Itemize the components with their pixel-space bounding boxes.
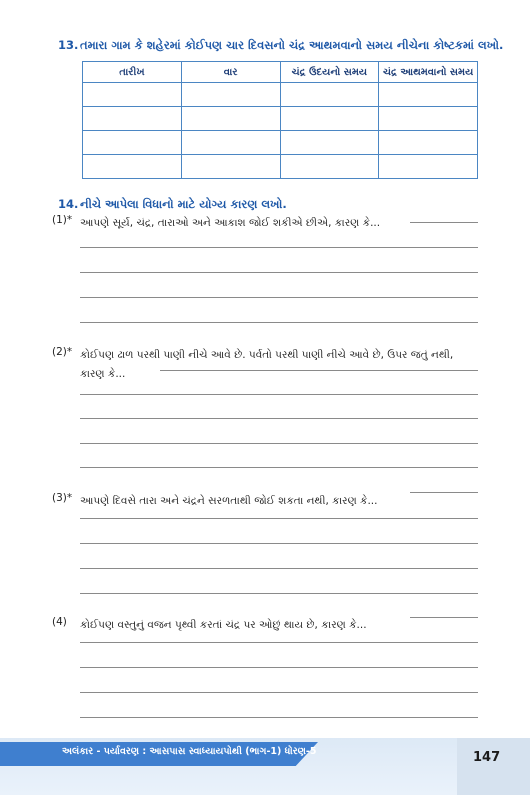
table-cell[interactable] — [379, 83, 478, 107]
table-cell[interactable] — [379, 155, 478, 179]
answer-line[interactable] — [160, 370, 478, 371]
answer-line[interactable] — [80, 717, 478, 718]
answer-line[interactable] — [80, 667, 478, 668]
answer-line[interactable] — [410, 222, 478, 223]
question-text: નીચે આપેલા વિધાનો માટે યોગ્ય કારણ લખો. — [80, 197, 287, 211]
question-number: 13. — [58, 38, 79, 52]
table-row — [83, 107, 478, 131]
table-cell[interactable] — [280, 83, 379, 107]
answer-line[interactable] — [80, 692, 478, 693]
answer-line[interactable] — [80, 418, 478, 419]
answer-line[interactable] — [80, 518, 478, 519]
answer-line[interactable] — [80, 297, 478, 298]
answer-line[interactable] — [410, 492, 478, 493]
answer-line[interactable] — [80, 642, 478, 643]
table-cell[interactable] — [83, 131, 182, 155]
answer-line[interactable] — [80, 394, 478, 395]
footer-book-title: અલંકાર - પર્યાવરણ : આસપાસ સ્વાધ્યાયપોથી (ભાગ-1) ધોરણ-5 — [62, 746, 317, 757]
item-text: આપણે દિવસે તારા અને ચંદ્રને સરળતાથી જોઈ શકતા નથી, કારણ કે... — [80, 495, 378, 507]
table-cell[interactable] — [280, 155, 379, 179]
answer-line[interactable] — [410, 617, 478, 618]
table-cell[interactable] — [181, 155, 280, 179]
item-label: (2)* — [52, 346, 73, 358]
item-text: કોઈપણ ઢાળ પરથી પાણી નીચે આવે છે. પર્વતો પરથી પાણી નીચે આવે છે, ઉપર જતું નથી, કારણ કે... — [80, 349, 454, 380]
table-row — [83, 131, 478, 155]
question-13-heading — [58, 38, 503, 53]
column-header-day: વાર — [181, 62, 280, 83]
column-header-moonset: ચંદ્ર આથમવાનો સમય — [379, 62, 478, 83]
table-cell[interactable] — [181, 131, 280, 155]
answer-line[interactable] — [80, 272, 478, 273]
answer-line[interactable] — [80, 543, 478, 544]
table-cell[interactable] — [280, 107, 379, 131]
answer-line[interactable] — [80, 593, 478, 594]
table-row — [83, 155, 478, 179]
table-cell[interactable] — [83, 107, 182, 131]
column-header-date: તારીખ — [83, 62, 182, 83]
item-label: (4) — [52, 616, 67, 628]
moonset-table — [82, 61, 478, 179]
table-cell[interactable] — [181, 107, 280, 131]
table-row — [83, 83, 478, 107]
answer-line[interactable] — [80, 467, 478, 468]
column-header-moonrise: ચંદ્ર ઉદયનો સમય — [280, 62, 379, 83]
item-text: આપણે સૂર્ય, ચંદ્ર, તારાઓ અને આકાશ જોઈ શકીએ છીએ, કારણ કે... — [80, 217, 381, 229]
table-header-row — [83, 62, 478, 83]
table-cell[interactable] — [280, 131, 379, 155]
table-cell[interactable] — [83, 155, 182, 179]
table-cell[interactable] — [379, 107, 478, 131]
page-number: 147 — [473, 750, 501, 765]
table-cell[interactable] — [83, 83, 182, 107]
question-14-heading — [58, 197, 287, 212]
question-number: 14. — [58, 197, 79, 211]
page-number-box — [457, 738, 530, 795]
table-cell[interactable] — [181, 83, 280, 107]
item-text: કોઈપણ વસ્તુનું વજન પૃથ્વી કરતાં ચંદ્ર પર ઓછું થાય છે, કારણ કે... — [80, 619, 367, 631]
question-text: તમારા ગામ કે શહેરમાં કોઈપણ ચાર દિવસનો ચંદ્ર આથમવાનો સમય નીચેના કોષ્ટકમાં લખો. — [80, 38, 504, 52]
answer-line[interactable] — [80, 443, 478, 444]
table-cell[interactable] — [379, 131, 478, 155]
item-label: (1)* — [52, 214, 73, 226]
answer-line[interactable] — [80, 247, 478, 248]
answer-line[interactable] — [80, 322, 478, 323]
item-label: (3)* — [52, 492, 73, 504]
answer-line[interactable] — [80, 568, 478, 569]
